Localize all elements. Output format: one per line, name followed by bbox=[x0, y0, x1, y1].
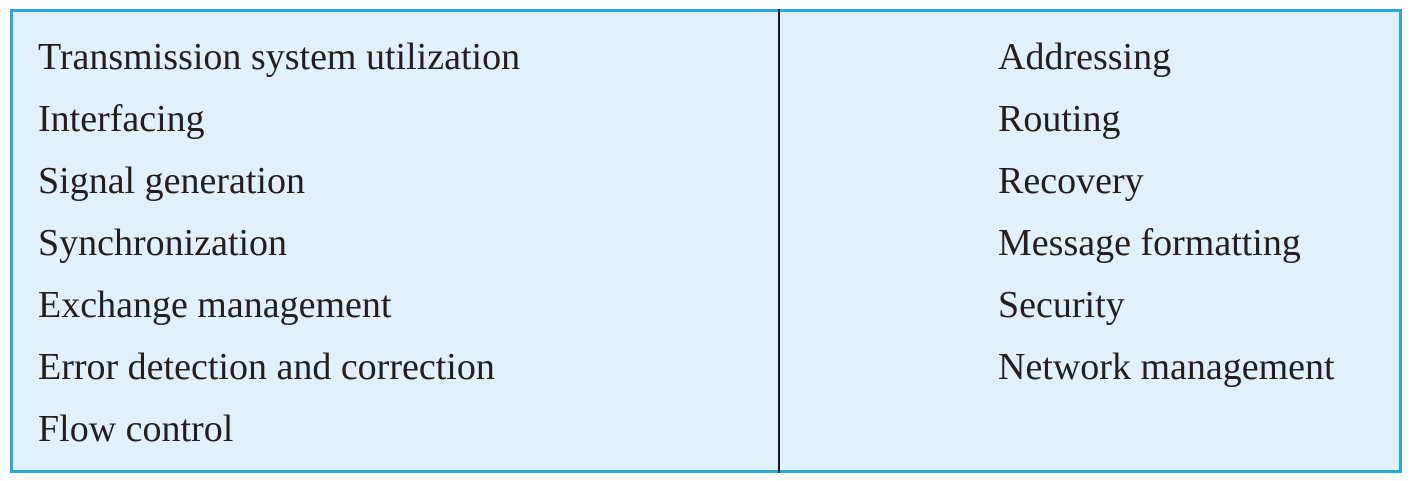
list-item: Network management bbox=[998, 346, 1335, 388]
column-divider bbox=[778, 9, 780, 473]
list-item: Routing bbox=[998, 98, 1121, 140]
list-item: Exchange management bbox=[38, 284, 392, 326]
list-item: Error detection and correction bbox=[38, 346, 495, 388]
left-column bbox=[38, 32, 520, 466]
list-item: Transmission system utilization bbox=[38, 36, 521, 78]
list-item: Security bbox=[998, 284, 1125, 326]
right-column bbox=[998, 32, 1335, 404]
list-item: Interfacing bbox=[38, 98, 205, 140]
list-item: Addressing bbox=[998, 36, 1172, 78]
list-item: Recovery bbox=[998, 160, 1144, 202]
list-item: Flow control bbox=[38, 408, 234, 450]
list-item: Signal generation bbox=[38, 160, 305, 202]
list-item: Message formatting bbox=[998, 222, 1301, 264]
list-item: Synchronization bbox=[38, 222, 288, 264]
function-table bbox=[10, 9, 1402, 473]
